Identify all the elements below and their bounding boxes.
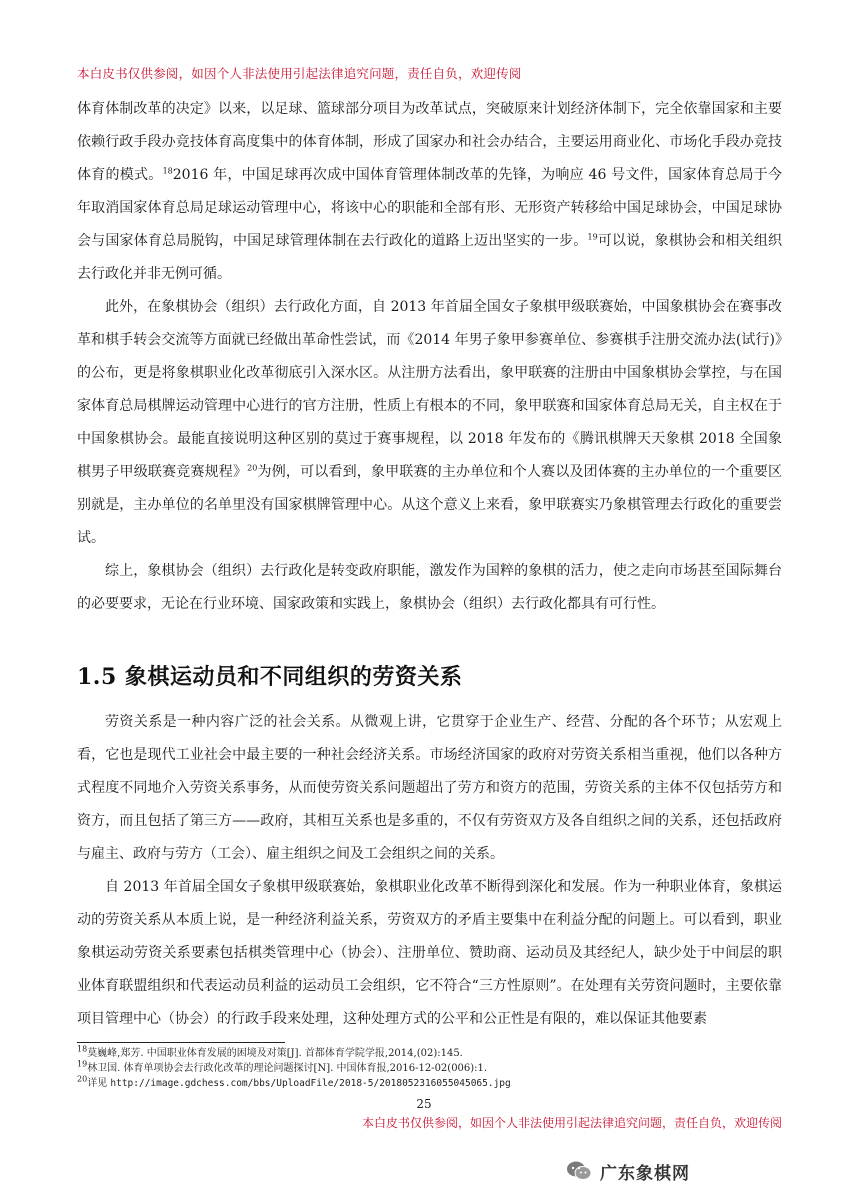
footnote-divider: [77, 1042, 285, 1043]
watermark-text: 广东象棋网: [600, 1163, 690, 1184]
header-disclaimer: 本白皮书仅供参阅，如因个人非法使用引起法律追究问题，责任自负，欢迎传阅: [77, 66, 522, 81]
paragraph-1: [77, 93, 782, 291]
footnote-text: 林卫国. 体育单项协会去行政化改革的理论问题探讨[N]. 中国体育报,2016-12-02(006):1.: [87, 1063, 488, 1074]
footnote-18: [77, 1046, 782, 1061]
footnote-url-link[interactable]: http://image.gdchess.com/bbs/UploadFile/2018-5/2018052316055045065.jpg: [110, 1078, 511, 1089]
paragraph-3: 综上，象棋协会（组织）去行政化是转变政府职能，激发作为国粹的象棋的活力，使之走向市场甚至国际舞台的必要要求，无论在行业环境、国家政策和实践上，象棋协会（组织）去行政化都具有可行性。: [77, 563, 782, 612]
footnote-ref-18[interactable]: 18: [162, 166, 173, 176]
body-section-2: [77, 706, 782, 1036]
paragraph-1-part-a: 体育体制改革的决定》以来，以足球、篮球部分项目为改革试点，突破原来计划经济体制下，完全依靠国家和主要依赖行政手段办竞技体育高度集中的体育体制，形成了国家办和社会办结合，主要运用商业化、市场化手段办竞技体育的模式。: [77, 101, 782, 183]
watermark: [566, 1156, 690, 1186]
paragraph-1-part-c: 可以说，象棋协会和相关组织去行政化并非无例可循。: [77, 233, 783, 282]
footnote-number: 19: [77, 1059, 88, 1069]
footnote-number: 20: [77, 1074, 88, 1084]
paragraph-2: [77, 291, 782, 555]
footnote-19: [77, 1061, 782, 1076]
wechat-icon: [566, 1160, 592, 1182]
paragraph-4: 劳资关系是一种内容广泛的社会关系。从微观上讲，它贯穿于企业生产、经营、分配的各个环节；从宏观上看，它也是现代工业社会中最主要的一种社会经济关系。市场经济国家的政府对劳资关系相当重视，他们以各种方式程度不同地介入劳资关系事务，从而使劳资关系问题超出了劳方和资方的范围，劳资关系的主体不仅包括劳方和资方，而且包括了第三方——政府，其相互关系也是多重的，不仅有劳资双方及各自组织之间的关系，还包括政府与雇主、政府与劳方（工会）、雇主组织之间及工会组织之间的关系。: [77, 714, 782, 862]
page-number: 25: [416, 1097, 432, 1111]
footnote-number: 18: [77, 1044, 88, 1054]
footnote-ref-20[interactable]: 20: [247, 463, 258, 473]
paragraph-1-part-b: 2016 年，中国足球再次成中国体育管理体制改革的先锋，为响应 46 号文件，国家体育总局于今年取消国家体育总局足球运动管理中心，将该中心的职能和全部有形、无形资产转移给中国足球协会，中国足球协会与国家体育总局脱钩，中国足球管理体制在去行政化的道路上迈出坚实的一步。: [77, 167, 783, 249]
body-section-1: [77, 93, 782, 621]
footnotes: [77, 1046, 782, 1091]
paragraph-2-part-b: 为例，可以看到，象甲联赛的主办单位和个人赛以及团体赛的主办单位的一个重要区别就是，主办单位的名单里没有国家棋牌管理中心。从这个意义上来看，象甲联赛实乃象棋管理去行政化的重要尝试。: [77, 464, 783, 546]
footnote-ref-19[interactable]: 19: [587, 232, 598, 242]
section-heading: 1.5 象棋运动员和不同组织的劳资关系: [77, 664, 463, 690]
footnote-text: 莫巍峰,郑芳. 中国职业体育发展的困境及对策[J]. 首都体育学院学报,2014,(02):145.: [87, 1048, 463, 1059]
footer-disclaimer: 本白皮书仅供参阅，如因个人非法使用引起法律追究问题，责任自负，欢迎传阅: [361, 1116, 782, 1130]
paragraph-5: 自 2013 年首届全国女子象棋甲级联赛始，象棋职业化改革不断得到深化和发展。作为一种职业体育，象棋运动的劳资关系从本质上说，是一种经济利益关系，劳资双方的矛盾主要集中在利益分配的问题上。可以看到，职业象棋运动劳资关系要素包括棋类管理中心（协会）、注册单位、赞助商、运动员及其经纪人，缺少处于中间层的职业体育联盟组织和代表运动员利益的运动员工会组织，它不符合“三方性原则”。在处理有关劳资问题时，主要依靠项目管理中心（协会）的行政手段来处理，这种处理方式的公平和公正性是有限的，难以保证其他要素: [77, 879, 782, 1027]
footnote-text: 详见: [87, 1078, 111, 1089]
paragraph-2-part-a: 此外，在象棋协会（组织）去行政化方面，自 2013 年首届全国女子象棋甲级联赛始，中国象棋协会在赛事改革和棋手转会交流等方面就已经做出革命性尝试，而《2014 年男子象甲参赛单位、参赛棋手注册交流办法(试行)》的公布，更是将象棋职业化改革彻底引入深水区。从注册方法看出，象甲联赛的注册由中国象棋协会掌控，与在国家体育总局棋牌运动管理中心进行的官方注册，性质上有根本的不同，象甲联赛和国家体育总局无关，自主权在于中国象棋协会。最能直接说明这种区别的莫过于赛事规程，以 2018 年发布的《腾讯棋牌天天象棋 2018 全国象棋男子甲级联赛竞赛规程》: [77, 299, 782, 480]
footnote-20: [77, 1076, 782, 1091]
